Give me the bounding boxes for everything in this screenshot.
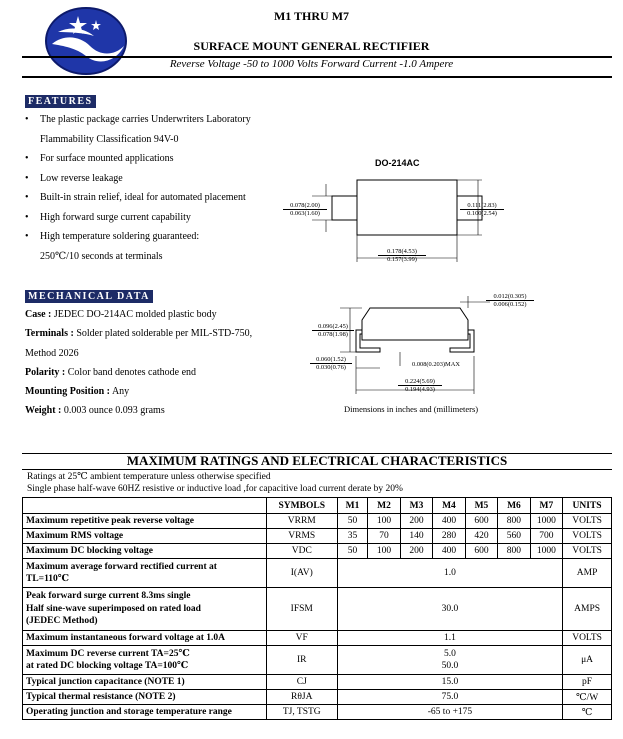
spec-line: Reverse Voltage -50 to 1000 Volts Forward Current -1.0 Ampere [169, 58, 454, 70]
col-m2: M2 [368, 498, 400, 514]
ratings-title: MAXIMUM RATINGS AND ELECTRICAL CHARACTERISTICS [126, 453, 508, 468]
header-blank [23, 498, 267, 514]
dim-lead-thick: 0.012(0.305) 0.006(0.152) [486, 293, 534, 309]
table-row: Peak forward surge current 8.3ms single Half sine-wave superimposed on rated load (JEDEC Method) IFSM 30.0 AMPS [23, 588, 612, 631]
feature-text: Low reverse leakage [40, 172, 123, 184]
dimensions-caption: Dimensions in inches and (millimeters) [344, 404, 479, 414]
table-cell: VRMS [266, 529, 337, 544]
table-row: Maximum average forward rectified current at TL=110℃ I(AV) 1.0 AMP [23, 559, 612, 588]
table-cell: Maximum DC blocking voltage [23, 544, 267, 559]
dim-body-height: 0.096(2.45) 0.078(1.98) [312, 323, 354, 339]
bullet-icon: • [25, 211, 29, 223]
dim-width: 0.111(2.83) 0.100(2.54) [460, 202, 504, 218]
feature-text: Built-in strain relief, ideal for automated placement [40, 192, 246, 203]
table-cell: VOLTS [563, 544, 612, 559]
bullet-icon: • [25, 114, 29, 125]
dim-height: 0.078(2.00) 0.063(1.60) [283, 202, 327, 218]
table-cell: 800 [498, 544, 530, 559]
ratings-note-1: Ratings at 25℃ ambient temperature unless otherwise specified [27, 472, 271, 482]
feature-text: 250℃/10 seconds at terminals [40, 250, 163, 262]
feature-text: The plastic package carries Underwriters Laboratory [40, 114, 251, 125]
table-cell: 70 [368, 529, 400, 544]
table-row: Maximum instantaneous forward voltage at 1.0A VF 1.1 VOLTS [23, 631, 612, 646]
table-cell: 700 [530, 529, 562, 544]
table-cell: Maximum repetitive peak reverse voltage [23, 514, 267, 529]
terminals-line: Terminals : Solder plated solderable per MIL-STD-750, [25, 328, 253, 340]
table-cell: 400 [433, 514, 465, 529]
weight-line: Weight : 0.003 ounce 0.093 grams [25, 405, 165, 417]
table-cell: 1000 [530, 544, 562, 559]
case-line: Case : JEDEC DO-214AC molded plastic body [25, 309, 217, 320]
table-cell: 200 [400, 514, 432, 529]
table-row: Typical thermal resistance (NOTE 2) RθJA 75.0 ℃/W [23, 690, 612, 705]
mounting-line: Mounting Position : Any [25, 386, 130, 398]
table-cell: 280 [433, 529, 465, 544]
table-row: Maximum DC reverse current TA=25℃ at rated DC blocking voltage TA=100℃ IR 5.0 50.0 μA [23, 646, 612, 675]
table-cell: 100 [368, 544, 400, 559]
bullet-icon: • [25, 231, 29, 242]
table-cell: VRRM [266, 514, 337, 529]
col-symbols: SYMBOLS [266, 498, 337, 514]
table-cell: 50 [337, 544, 367, 559]
table-cell: 35 [337, 529, 367, 544]
table-cell: 600 [465, 514, 497, 529]
feature-text: High temperature soldering guaranteed: [40, 231, 200, 242]
polarity-line: Polarity : Color band denotes cathode end [25, 366, 197, 378]
table-cell: 420 [465, 529, 497, 544]
mechanical-heading: MECHANICAL DATA [25, 290, 153, 303]
table-cell: 400 [433, 544, 465, 559]
table-cell: 1000 [530, 514, 562, 529]
col-m6: M6 [498, 498, 530, 514]
table-cell: 560 [498, 529, 530, 544]
table-cell: VDC [266, 544, 337, 559]
package-name: DO-214AC [375, 158, 420, 168]
table-cell: 140 [400, 529, 432, 544]
table-cell: VOLTS [563, 529, 612, 544]
col-m3: M3 [400, 498, 432, 514]
ratings-table [22, 497, 612, 720]
dim-standoff: 0.008(0.203)MAX [412, 361, 460, 368]
dim-overall: 0.224(5.69) 0.194(4.93) [398, 378, 442, 394]
doc-title: M1 THRU M7 [273, 9, 350, 23]
col-m1: M1 [337, 498, 367, 514]
table-cell: 600 [465, 544, 497, 559]
table-cell: Maximum RMS voltage [23, 529, 267, 544]
feature-item [25, 110, 315, 130]
table-row [23, 544, 612, 559]
table-row [23, 514, 612, 529]
bullet-icon: • [25, 172, 29, 184]
col-m5: M5 [465, 498, 497, 514]
col-m7: M7 [530, 498, 562, 514]
table-cell: 100 [368, 514, 400, 529]
method-line: Method 2026 [25, 347, 79, 359]
ratings-note-2: Single phase half-wave 60HZ resistive or inductive load ,for capacitive load current derate by 20% [27, 484, 403, 494]
col-m4: M4 [433, 498, 465, 514]
table-cell: 50 [337, 514, 367, 529]
dim-length: 0.178(4.53) 0.157(3.99) [378, 248, 426, 264]
mechanical-data [25, 305, 325, 421]
table-row: Typical junction capacitance (NOTE 1) CJ 15.0 pF [23, 675, 612, 690]
features-heading: FEATURES [25, 95, 96, 108]
table-row: Operating junction and storage temperature range TJ, TSTG -65 to +175 ℃ [23, 705, 612, 720]
feature-item [25, 149, 315, 169]
feature-item [25, 130, 315, 150]
col-units: UNITS [563, 498, 612, 514]
doc-subtitle: SURFACE MOUNT GENERAL RECTIFIER [193, 39, 430, 53]
table-cell: VOLTS [563, 514, 612, 529]
header-rule-bottom [22, 76, 612, 78]
feature-text: For surface mounted applications [40, 153, 174, 164]
table-header-row [23, 498, 612, 514]
bullet-icon: • [25, 153, 29, 164]
table-cell: 200 [400, 544, 432, 559]
table-cell: 800 [498, 514, 530, 529]
feature-text: High forward surge current capability [40, 211, 191, 223]
dim-lead-length: 0.060(1.52) 0.030(0.76) [310, 356, 352, 372]
feature-text: Flammability Classification 94V-0 [40, 133, 179, 145]
bullet-icon: • [25, 192, 29, 203]
table-row [23, 529, 612, 544]
ratings-title-rule [22, 469, 612, 470]
